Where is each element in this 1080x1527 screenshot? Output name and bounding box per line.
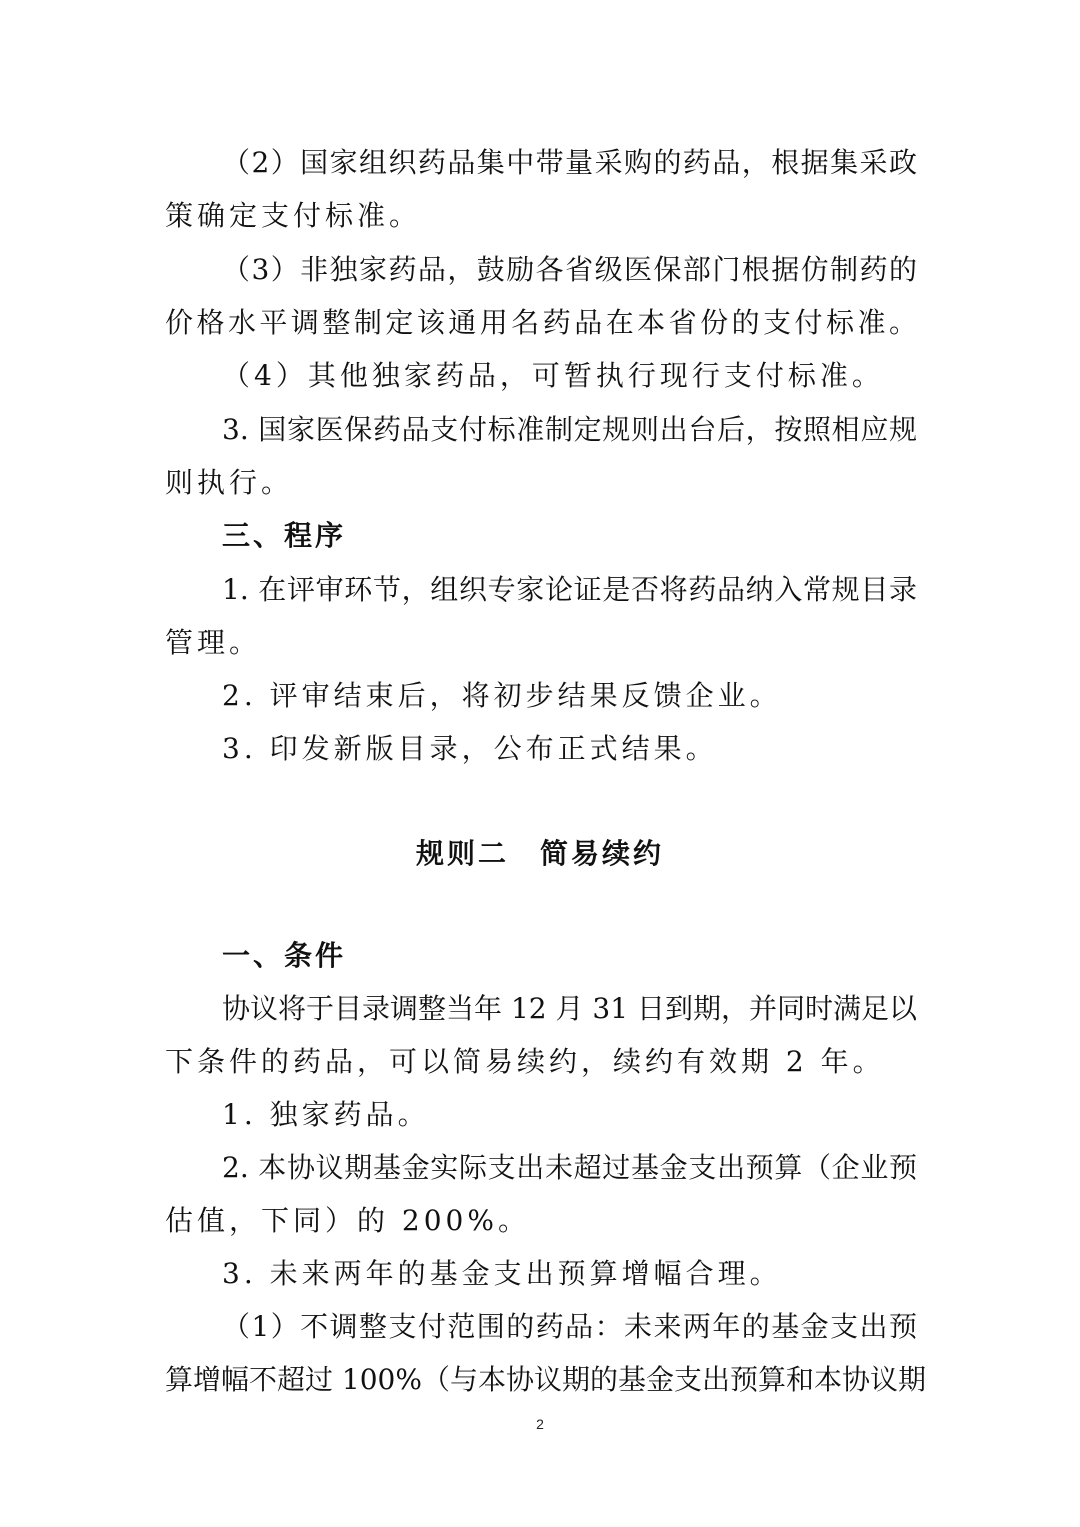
- paragraph-line: 策确定支付标准。: [165, 199, 422, 232]
- paragraph-line: （3）非独家药品，鼓励各省级医保部门根据仿制药的: [222, 253, 917, 286]
- paragraph-line: 3. 未来两年的基金支出预算增幅合理。: [222, 1257, 782, 1290]
- paragraph-line: 管理。: [165, 626, 262, 659]
- section-heading: 一、条件: [222, 939, 347, 972]
- paragraph-line: 1. 独家药品。: [222, 1098, 430, 1131]
- paragraph-line: 下条件的药品，可以简易续约，续约有效期 2 年。: [165, 1045, 885, 1078]
- paragraph-line: （1）不调整支付范围的药品：未来两年的基金支出预: [222, 1310, 917, 1343]
- paragraph-line: 2. 评审结束后，将初步结果反馈企业。: [222, 679, 782, 712]
- paragraph-line: （4）其他独家药品，可暂执行现行支付标准。: [222, 359, 884, 392]
- paragraph-line: （2）国家组织药品集中带量采购的药品，根据集采政: [222, 146, 917, 179]
- section-heading: 三、程序: [222, 519, 347, 552]
- paragraph-line: 1. 在评审环节，组织专家论证是否将药品纳入常规目录: [222, 573, 917, 606]
- paragraph-line: 价格水平调整制定该通用名药品在本省份的支付标准。: [165, 306, 917, 339]
- paragraph-line: 协议将于目录调整当年 12 月 31 日到期，并同时满足以: [222, 992, 917, 1025]
- paragraph-line: 3. 国家医保药品支付标准制定规则出台后，按照相应规: [222, 413, 917, 446]
- paragraph-line: 则执行。: [165, 466, 294, 499]
- paragraph-line: 估值，下同）的 200%。: [165, 1204, 530, 1237]
- paragraph-line: 3. 印发新版目录，公布正式结果。: [222, 732, 718, 765]
- paragraph-line: 2. 本协议期基金实际支出未超过基金支出预算（企业预: [222, 1151, 917, 1184]
- paragraph-line: 算增幅不超过 100%（与本协议期的基金支出预算和本协议期: [165, 1363, 926, 1396]
- rule-title: 规则二 简易续约: [415, 837, 664, 870]
- page-number: 2: [536, 1416, 544, 1432]
